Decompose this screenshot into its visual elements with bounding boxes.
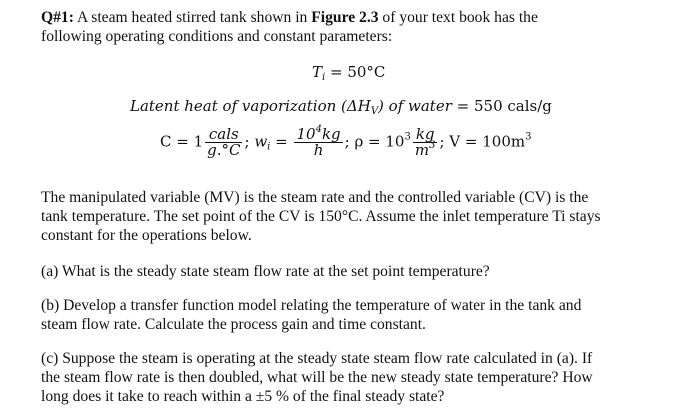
rho-units: [413, 127, 438, 158]
wi-symbol: w: [254, 132, 268, 151]
separator: ;: [244, 132, 255, 151]
wi-equals: =: [270, 132, 293, 151]
problem-statement-line-3: constant for the operations below.: [41, 227, 252, 244]
intro-text-a: A steam heated stirred tank shown in: [73, 9, 312, 26]
part-b-line-1: (b) Develop a transfer function model relating the temperature of water in the tank and: [41, 297, 582, 314]
rho-den-exponent: 3: [429, 140, 436, 151]
part-c-line-1: (c) Suppose the steam is operating at the steady state steam flow rate calculated in (a). If: [41, 350, 593, 367]
rho-lhs: ; ρ = 10: [344, 132, 405, 151]
volume-part: ; V = 100m: [439, 132, 526, 151]
latent-heat-label: Latent heat of vaporization (ΔH: [130, 97, 371, 115]
rho-units-denominator: [413, 140, 438, 159]
latent-heat-value: = 550 cals/g: [451, 97, 552, 115]
figure-reference: Figure 2.3: [311, 9, 379, 26]
intro-text-b: of your text book has the: [378, 9, 538, 26]
wi-value-fraction: [294, 124, 342, 159]
latent-heat-label-end: ) of water: [378, 97, 452, 115]
inlet-temperature-equation: [312, 63, 385, 81]
ti-subscript: i: [322, 72, 326, 83]
problem-statement-line-2: tank temperature. The set point of the CV is 150°C. Assume the inlet temperature Ti stays: [41, 208, 601, 225]
latent-heat-subscript: V: [370, 106, 379, 117]
volume-exponent: 3: [525, 131, 532, 143]
rho-units-numerator: kg: [413, 127, 438, 143]
c-constant-units: [205, 127, 242, 158]
part-b-line-2: steam flow rate. Calculate the process gain and time constant.: [41, 316, 426, 333]
ti-value: = 50°C: [325, 63, 386, 81]
question-intro-line-2: following operating conditions and constant parameters:: [41, 28, 393, 45]
wi-subscript: i: [267, 141, 271, 153]
rho-exponent: 3: [404, 131, 411, 143]
part-a: (a) What is the steady state steam flow rate at the set point temperature?: [41, 263, 490, 280]
wi-numerator-base: 10: [296, 125, 316, 143]
problem-statement-line-1: The manipulated variable (MV) is the steam rate and the controlled variable (CV) is the: [41, 189, 589, 206]
part-c-line-3: long does it take to reach within a ±5 % of the final steady state?: [41, 388, 445, 405]
question-label: Q#1:: [41, 9, 74, 26]
c-units-denominator: g.°C: [207, 141, 241, 159]
rho-den-base: m: [414, 141, 430, 159]
latent-heat-equation: [130, 97, 552, 115]
ti-symbol: T: [312, 63, 323, 81]
wi-denominator: h: [313, 141, 324, 159]
wi-numerator-unit: kg: [321, 125, 341, 143]
constants-equation: [160, 124, 532, 159]
wi-numerator-exponent: 4: [315, 124, 322, 135]
c-constant-lhs: C = 1: [160, 132, 204, 151]
part-c-line-2: the steam flow rate is then doubled, what will be the new steady state temperature? How: [41, 369, 593, 386]
question-intro-line-1: [41, 8, 538, 27]
c-units-numerator: cals: [205, 127, 242, 143]
